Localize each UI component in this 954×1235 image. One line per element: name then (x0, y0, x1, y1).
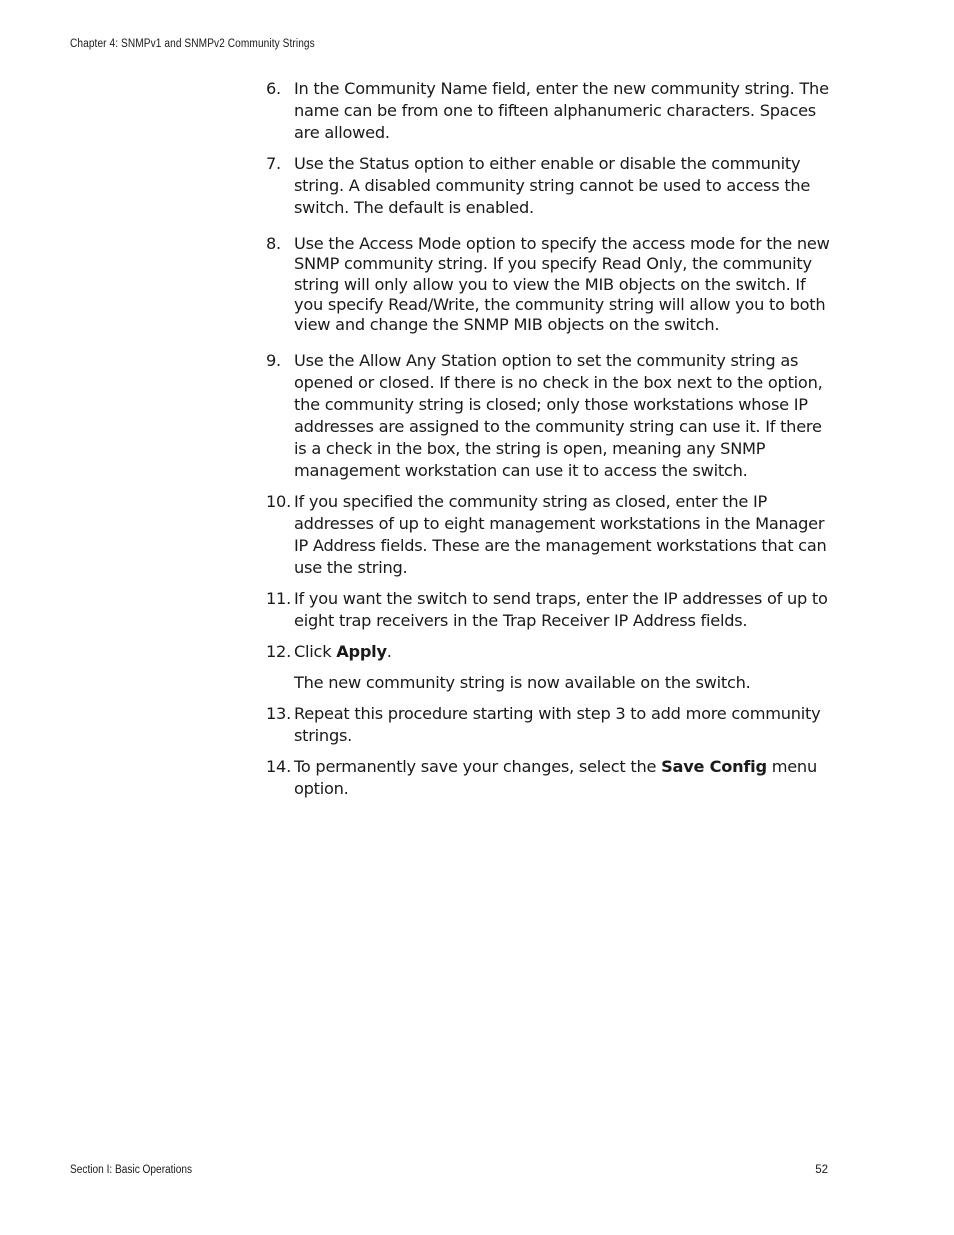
step-10 (266, 491, 831, 579)
step-12-note: The new community string is now available on the switch. (294, 673, 751, 693)
apply-command: Apply (336, 642, 387, 662)
step-text: If you want the switch to send traps, enter the IP addresses of up to eight trap receivers in the Trap Receiver IP Address fields. (294, 589, 828, 631)
step-number: 8. (266, 234, 281, 253)
step-text: Use the Access Mode option to specify the access mode for the new SNMP community string. If you specify Read Only, the community string will only allow you to view the MIB objects on the switch. If you specify Read/Write, the community string will allow you to both view and change the SNMP MIB objects on the switch. (294, 234, 830, 335)
step-text-post: . (386, 642, 392, 662)
save-config-command: Save Config (661, 757, 767, 777)
step-number: 9. (266, 351, 281, 371)
step-14 (266, 756, 831, 800)
step-number: 11. (266, 589, 291, 609)
step-number: 10. (266, 492, 291, 512)
step-text: Repeat this procedure starting with step 3 to add more community strings. (294, 704, 821, 746)
step-text: Use the Allow Any Station option to set the community string as opened or closed. If there is no check in the box next to the option, the community string is closed; only those workstations whose IP addresses are assigned to the community string can use it. If there is a check in the box, the string is open, meaning any SNMP management workstation can use it to access the switch. (294, 351, 823, 481)
running-footer: Section I: Basic Operations (70, 1164, 193, 1176)
step-text-pre: To permanently save your changes, select the (294, 757, 662, 777)
step-text: If you specified the community string as closed, enter the IP addresses of up to eight management workstations in the Manager IP Address fields. These are the management workstations that can use the string. (294, 492, 827, 578)
step-8 (266, 234, 831, 335)
step-text-post: menu option. (294, 757, 817, 799)
step-text-pre: Click (294, 642, 337, 662)
step-number: 14. (266, 757, 291, 777)
procedure-steps (266, 78, 831, 800)
step-6 (266, 78, 831, 144)
page-number: 52 (815, 1164, 828, 1176)
step-11 (266, 588, 831, 632)
step-number: 6. (266, 79, 281, 98)
step-13 (266, 703, 831, 747)
running-header: Chapter 4: SNMPv1 and SNMPv2 Community Strings (70, 38, 315, 50)
step-7 (266, 153, 831, 219)
step-text: Use the Status option to either enable or disable the community string. A disabled community string cannot be used to access the switch. The default is enabled. (294, 154, 811, 217)
step-number: 13. (266, 704, 291, 724)
step-9 (266, 350, 831, 482)
step-text: In the Community Name field, enter the new community string. The name can be from one to fifteen alphanumeric characters. Spaces are allowed. (294, 79, 829, 142)
step-number: 7. (266, 154, 281, 173)
step-number: 12. (266, 642, 291, 662)
step-12 (266, 641, 831, 663)
